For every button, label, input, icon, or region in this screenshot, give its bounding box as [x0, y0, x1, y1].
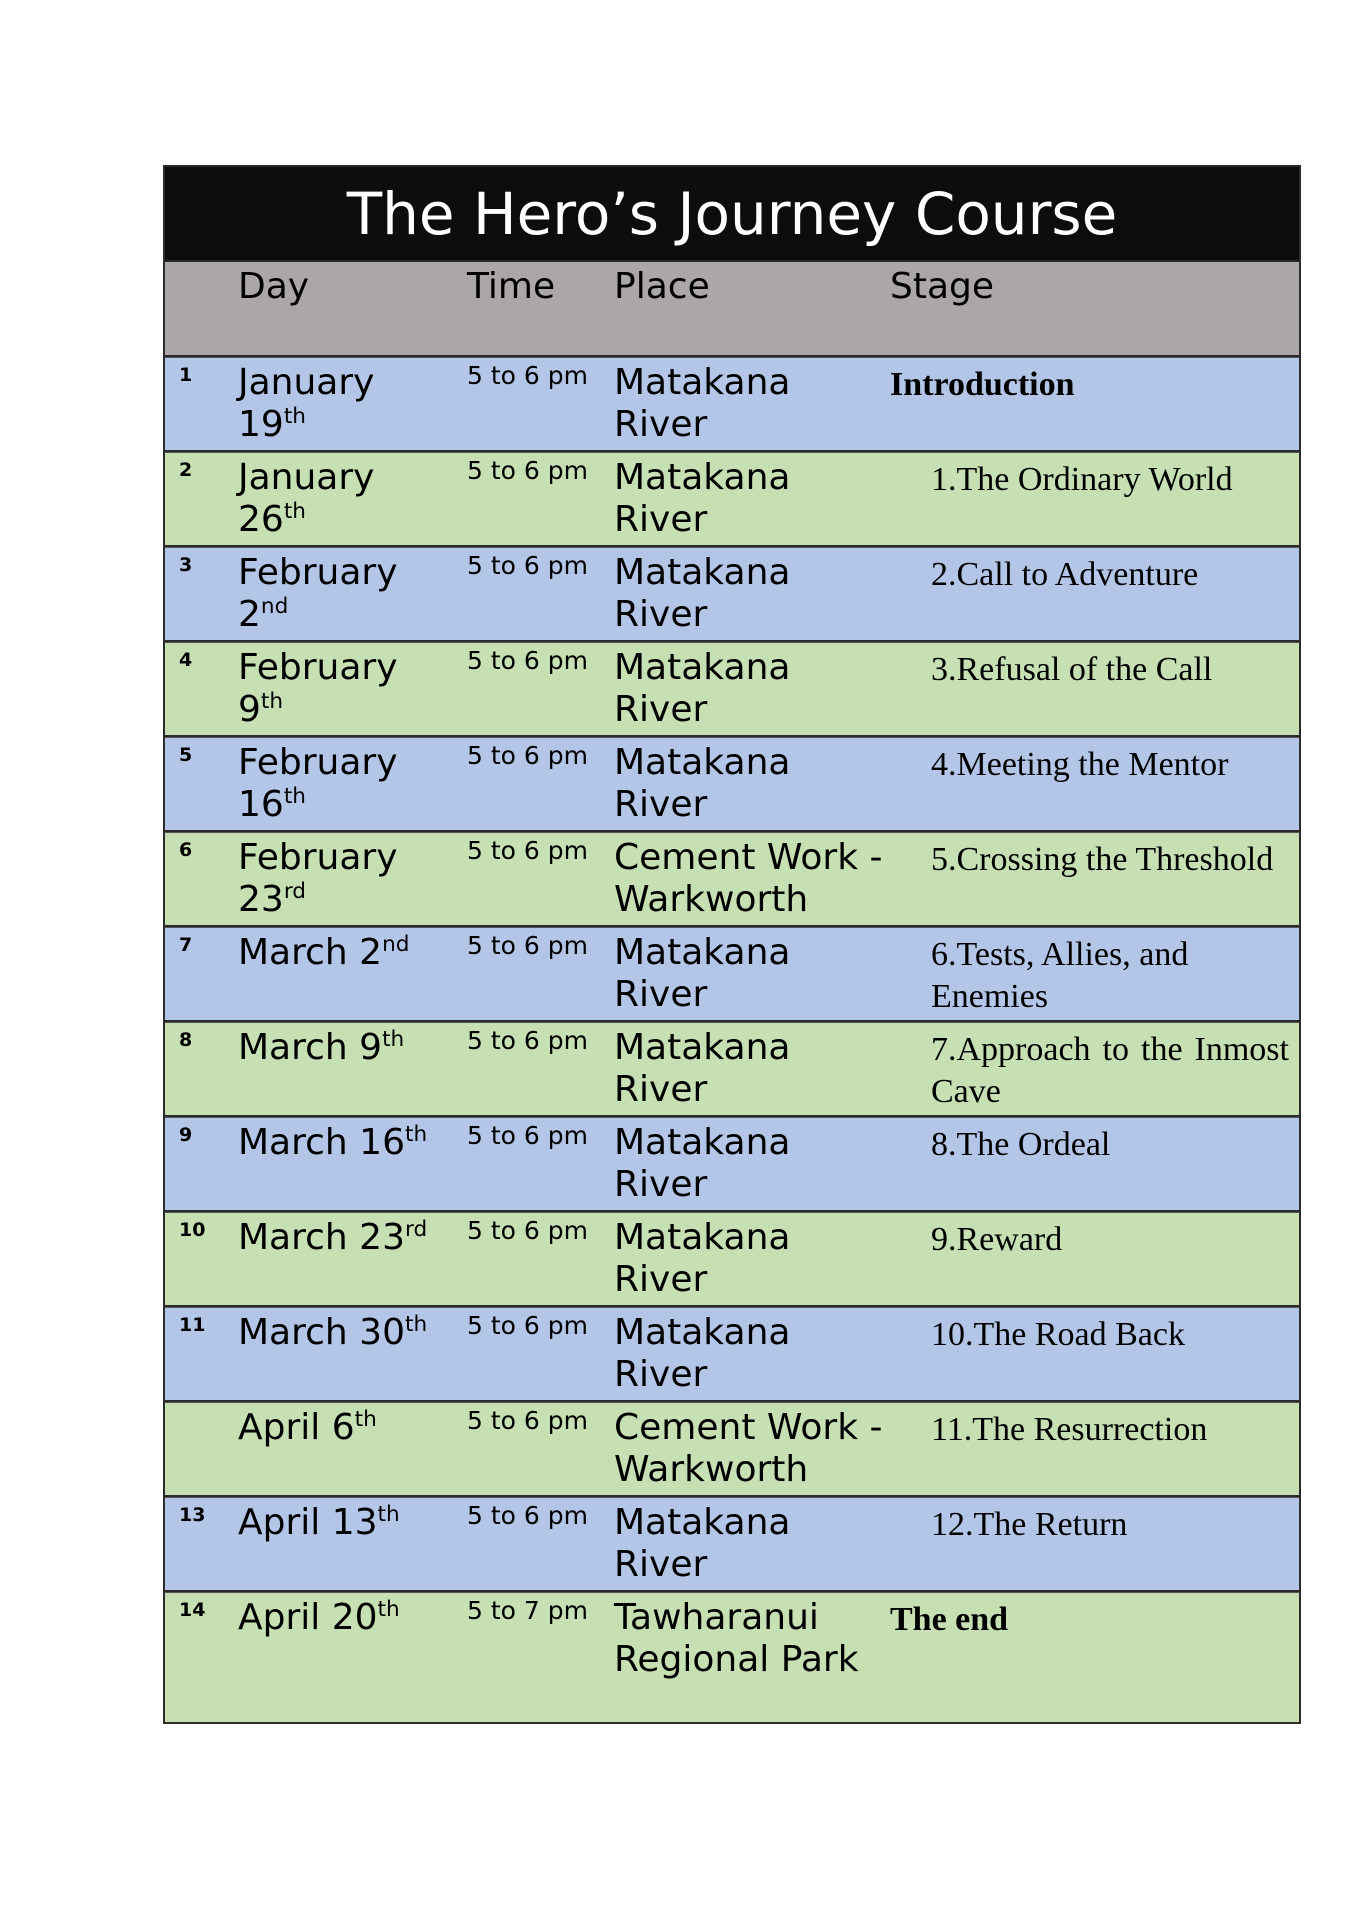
day-label: March 30 — [238, 1312, 405, 1353]
day-cell — [238, 643, 467, 735]
table-row — [165, 927, 1299, 1022]
day-suffix: th — [377, 1597, 400, 1622]
day-suffix: th — [283, 784, 306, 809]
row-number: 9 — [179, 1124, 193, 1146]
time-cell: 5 to 7 pm — [467, 1596, 588, 1625]
place-cell: Matakana River — [614, 1027, 791, 1110]
stage-cell: 6.Tests, Allies, and Enemies — [931, 936, 1189, 1015]
header-stage: Stage — [890, 266, 995, 307]
table-row — [165, 737, 1299, 832]
row-number: 7 — [179, 934, 193, 956]
day-label: March 16 — [238, 1122, 405, 1163]
day-suffix: rd — [283, 879, 307, 904]
day-cell — [238, 1593, 467, 1722]
day-label: April 13 — [238, 1502, 378, 1543]
place-cell: Matakana River — [614, 932, 791, 1015]
stage-cell: 2.Call to Adventure — [931, 556, 1199, 593]
place-cell: Matakana River — [614, 1122, 791, 1205]
place-cell: Matakana River — [614, 457, 791, 540]
table-row — [165, 832, 1299, 927]
place-cell: Matakana River — [614, 362, 791, 445]
stage-cell: 9.Reward — [931, 1221, 1063, 1258]
place-cell: Cement Work - Warkworth — [614, 837, 883, 920]
day-month: February — [238, 742, 398, 783]
time-cell: 5 to 6 pm — [467, 836, 588, 865]
row-number: 4 — [179, 649, 193, 671]
header-num-cell — [165, 262, 238, 355]
time-cell: 5 to 6 pm — [467, 931, 588, 960]
day-label: March 9 — [238, 1027, 383, 1068]
day-month: January — [238, 457, 375, 498]
day-suffix: th — [354, 1407, 377, 1432]
row-number: 10 — [179, 1219, 206, 1241]
place-cell: Matakana River — [614, 1502, 791, 1585]
day-suffix: nd — [260, 594, 289, 619]
day-suffix: th — [283, 404, 306, 429]
row-number: 14 — [179, 1599, 206, 1621]
row-number: 5 — [179, 744, 193, 766]
day-number: 2 — [238, 594, 261, 635]
stage-cell: 4.Meeting the Mentor — [931, 746, 1229, 783]
header-row — [165, 262, 1299, 357]
day-cell — [238, 1308, 467, 1400]
schedule-table — [163, 165, 1301, 1724]
place-cell: Cement Work - Warkworth — [614, 1407, 883, 1490]
day-cell — [238, 358, 467, 450]
day-label: March 2 — [238, 932, 383, 973]
day-cell — [238, 1023, 467, 1115]
day-month: January — [238, 362, 375, 403]
stage-cell: 10.The Road Back — [931, 1316, 1185, 1353]
row-number — [165, 1403, 238, 1495]
time-cell: 5 to 6 pm — [467, 456, 588, 485]
day-number: 26 — [238, 499, 284, 540]
stage-cell: 3.Refusal of the Call — [931, 651, 1213, 688]
header-time: Time — [467, 266, 556, 307]
stage-cell: 5.Crossing the Threshold — [931, 841, 1274, 878]
place-cell: Matakana River — [614, 742, 791, 825]
time-cell: 5 to 6 pm — [467, 1311, 588, 1340]
day-number: 16 — [238, 784, 284, 825]
day-label: March 23 — [238, 1217, 405, 1258]
row-number: 3 — [179, 554, 193, 576]
day-suffix: th — [405, 1122, 428, 1147]
time-cell: 5 to 6 pm — [467, 741, 588, 770]
time-cell: 5 to 6 pm — [467, 1121, 588, 1150]
table-row — [165, 642, 1299, 737]
place-cell: Matakana River — [614, 1312, 791, 1395]
table-row — [165, 1307, 1299, 1402]
table-row — [165, 357, 1299, 452]
time-cell: 5 to 6 pm — [467, 1406, 588, 1435]
place-cell: Matakana River — [614, 1217, 791, 1300]
table-title: The Hero’s Journey Course — [165, 167, 1299, 262]
row-number: 2 — [179, 459, 193, 481]
header-place: Place — [614, 266, 710, 307]
stage-cell: 12.The Return — [931, 1506, 1128, 1543]
day-month: February — [238, 837, 398, 878]
table-row — [165, 1402, 1299, 1497]
day-cell — [238, 1213, 467, 1305]
day-month: February — [238, 552, 398, 593]
day-cell — [238, 548, 467, 640]
day-suffix: th — [283, 499, 306, 524]
stage-cell: 8.The Ordeal — [931, 1126, 1111, 1163]
day-suffix: th — [382, 1027, 405, 1052]
day-cell — [238, 1498, 467, 1590]
table-row — [165, 1022, 1299, 1117]
table-row — [165, 1117, 1299, 1212]
table-row — [165, 1497, 1299, 1592]
day-label: April 6 — [238, 1407, 355, 1448]
day-month: February — [238, 647, 398, 688]
time-cell: 5 to 6 pm — [467, 551, 588, 580]
day-cell — [238, 453, 467, 545]
day-suffix: th — [377, 1502, 400, 1527]
place-cell: Matakana River — [614, 552, 791, 635]
day-cell — [238, 1118, 467, 1210]
day-cell — [238, 833, 467, 925]
day-cell — [238, 738, 467, 830]
time-cell: 5 to 6 pm — [467, 1026, 588, 1055]
time-cell: 5 to 6 pm — [467, 1501, 588, 1530]
row-number: 11 — [179, 1314, 206, 1336]
row-number: 8 — [179, 1029, 193, 1051]
time-cell: 5 to 6 pm — [467, 646, 588, 675]
row-number: 6 — [179, 839, 193, 861]
table-row — [165, 547, 1299, 642]
day-number: 19 — [238, 404, 284, 445]
day-label: April 20 — [238, 1597, 378, 1638]
header-day: Day — [238, 266, 310, 307]
place-cell: Matakana River — [614, 647, 791, 730]
stage-cell: 7.Approach to the Inmost Cave — [931, 1031, 1289, 1110]
stage-cell: The end — [890, 1601, 1009, 1638]
stage-cell: 11.The Resurrection — [931, 1411, 1208, 1448]
day-number: 23 — [238, 879, 284, 920]
row-number: 1 — [179, 364, 193, 386]
time-cell: 5 to 6 pm — [467, 361, 588, 390]
day-suffix: th — [260, 689, 284, 714]
day-number: 9 — [238, 689, 261, 730]
day-suffix: rd — [405, 1217, 428, 1242]
table-row — [165, 1212, 1299, 1307]
place-cell: Tawharanui Regional Park — [614, 1597, 859, 1680]
row-number: 13 — [179, 1504, 206, 1526]
stage-cell: 1.The Ordinary World — [931, 461, 1233, 498]
stage-cell: Introduction — [890, 366, 1075, 403]
day-suffix: th — [405, 1312, 428, 1337]
table-row — [165, 452, 1299, 547]
time-cell: 5 to 6 pm — [467, 1216, 588, 1245]
day-suffix: nd — [382, 932, 410, 957]
table-row — [165, 1592, 1299, 1722]
day-cell — [238, 928, 467, 1020]
day-cell — [238, 1403, 467, 1495]
